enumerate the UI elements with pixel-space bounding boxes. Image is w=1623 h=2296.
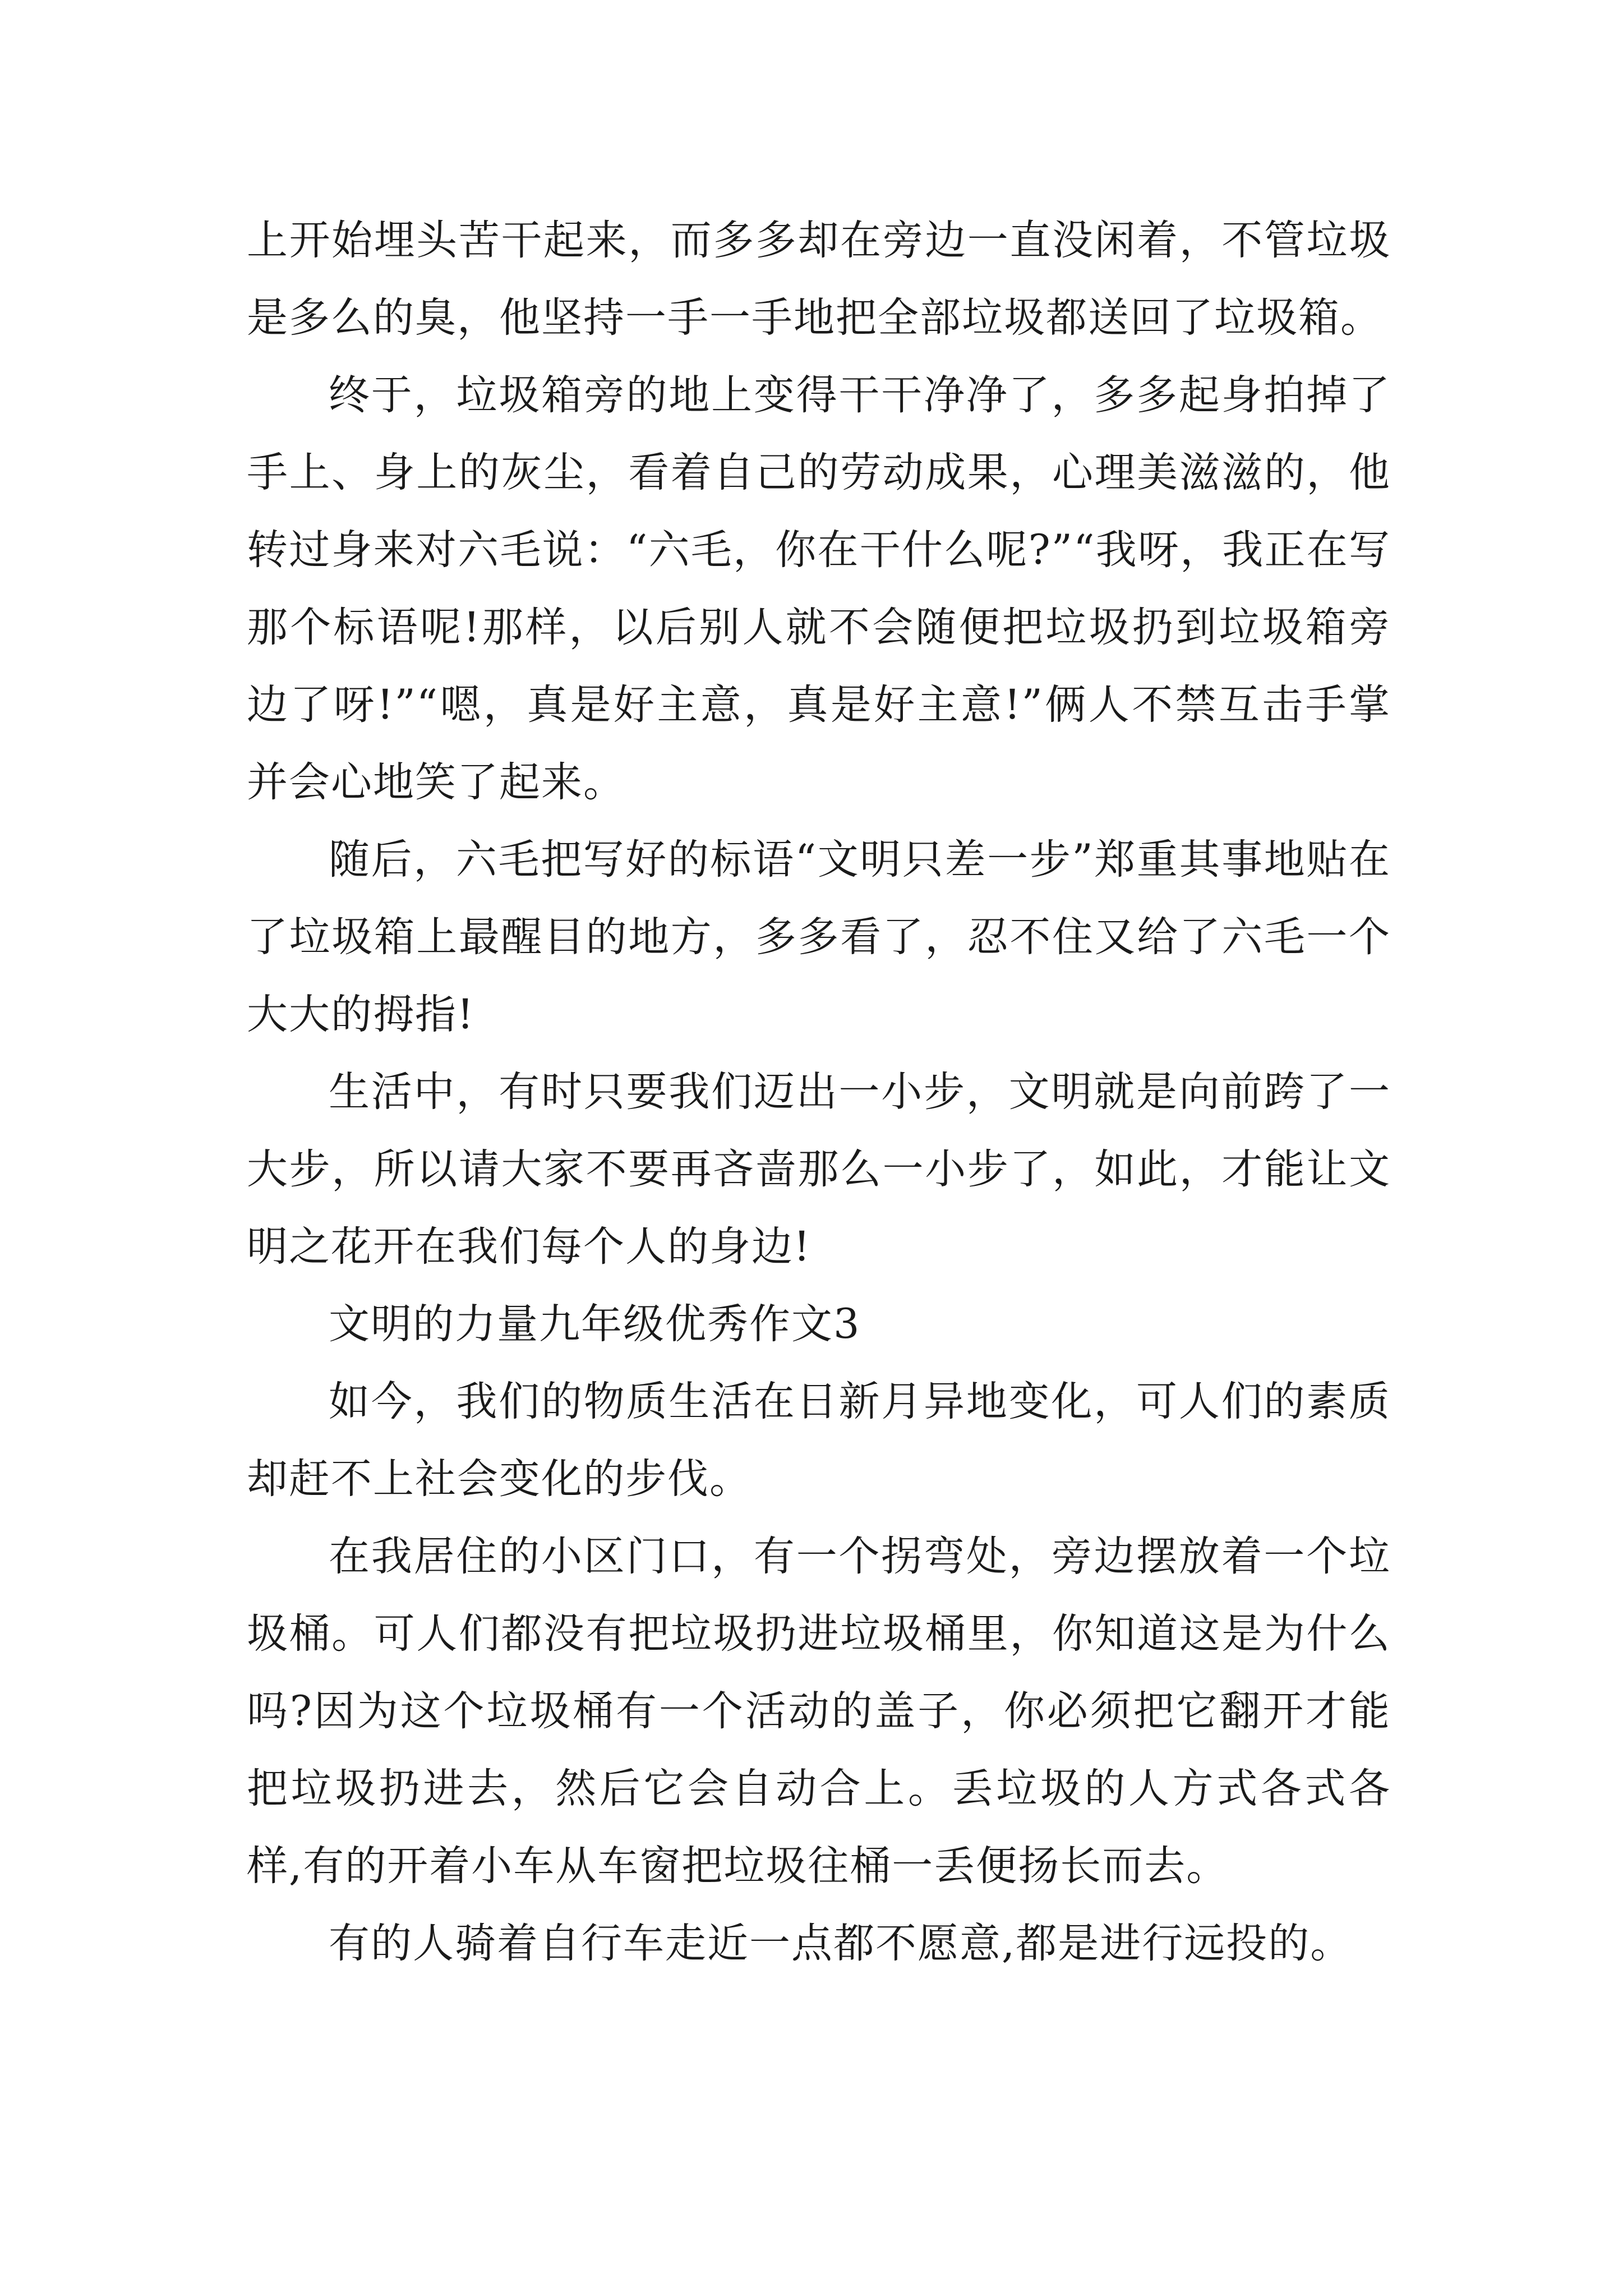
paragraph-1: 上开始埋头苦干起来，而多多却在旁边一直没闲着，不管垃圾是多么的臭，他坚持一手一手地把全部垃圾都送回了垃圾箱。	[247, 217, 1391, 342]
paragraph-3: 随后，六毛把写好的标语“文明只差一步”郑重其事地贴在了垃圾箱上最醒目的地方，多多看了，忍不住又给了六毛一个大大的拇指!	[247, 836, 1391, 1038]
section-heading: 文明的力量九年级优秀作文3	[329, 1300, 861, 1348]
paragraph-7: 有的人骑着自行车走近一点都不愿意,都是进行远投的。	[329, 1920, 1353, 1967]
paragraph-5: 如今，我们的物质生活在日新月异地变化，可人们的素质却赶不上社会变化的步伐。	[247, 1378, 1391, 1503]
paragraph-6: 在我居住的小区门口，有一个拐弯处，旁边摆放着一个垃圾桶。可人们都没有把垃圾扔进垃圾桶里，你知道这是为什么吗?因为这个垃圾桶有一个活动的盖子，你必须把它翻开才能把垃圾扔进去，然后它会自动合上。丢垃圾的人方式各式各样,有的开着小车从车窗把垃圾往桶一丢便扬长而去。	[247, 1533, 1391, 1890]
paragraph-2: 终于，垃圾箱旁的地上变得干干净净了，多多起身拍掉了手上、身上的灰尘，看着自己的劳动成果，心理美滋滋的，他转过身来对六毛说：“六毛，你在干什么呢?”“我呀，我正在写那个标语呢!那样，以后别人就不会随便把垃圾扔到垃圾箱旁边了呀!”“嗯，真是好主意，真是好主意!”俩人不禁互击手掌并会心地笑了起来。	[247, 371, 1391, 806]
document-body	[247, 202, 1391, 1982]
paragraph-4: 生活中，有时只要我们迈出一小步，文明就是向前跨了一大步，所以请大家不要再吝啬那么一小步了，如此，才能让文明之花开在我们每个人的身边!	[247, 1068, 1391, 1271]
